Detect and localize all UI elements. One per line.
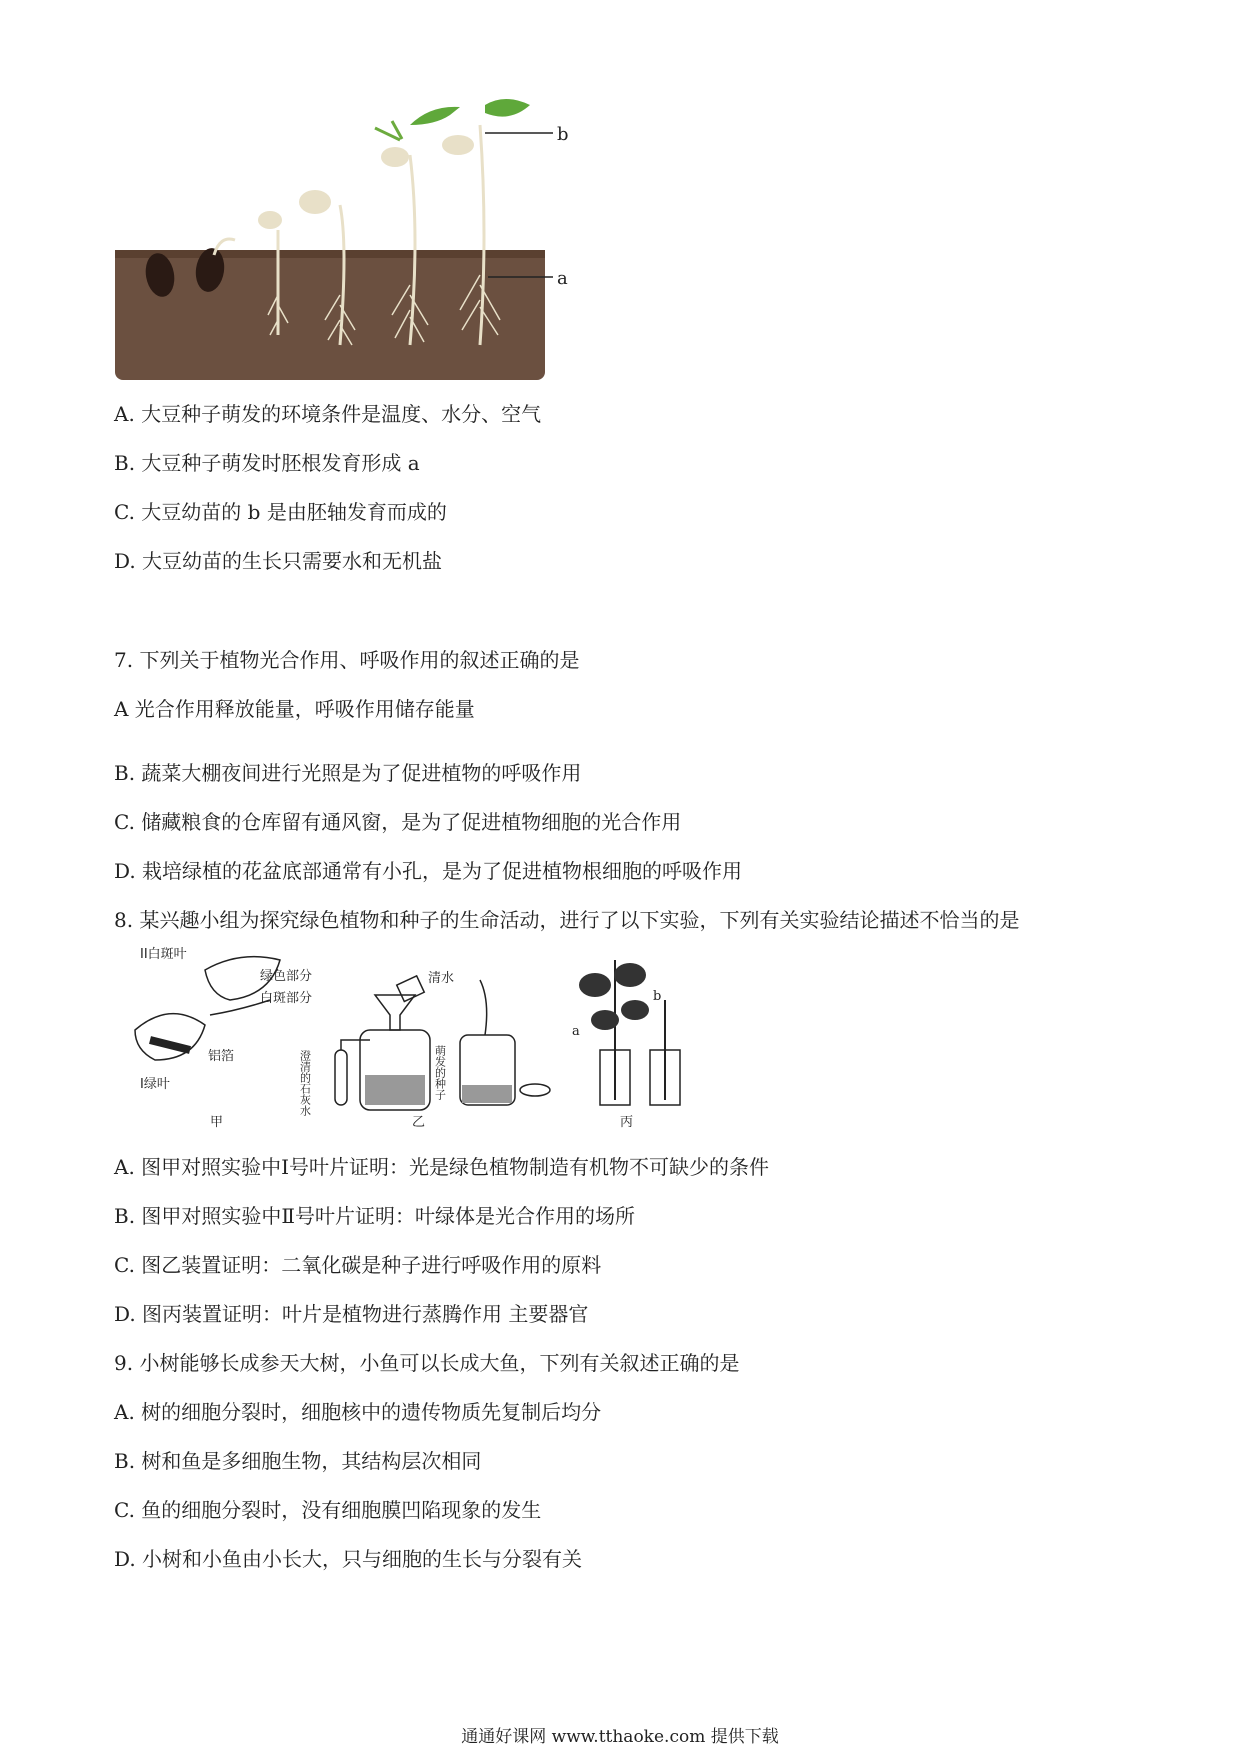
q7-option-d: D. 栽培绿植的花盆底部通常有小孔，是为了促进植物根细胞的呼吸作用 [114,859,743,883]
yi-label-1: 清水 [428,971,455,986]
label-b: b [557,124,569,145]
yi-label-3: 萌发的种子 [433,1045,447,1100]
q7-option-a: A 光合作用释放能量，呼吸作用储存能量 [114,697,475,721]
jia-label-4: 铝箔 [208,1049,235,1064]
bing-label-a: a [572,1024,580,1039]
q9-option-b: B. 树和鱼是多细胞生物，其结构层次相同 [114,1449,482,1473]
q6-option-a: A. 大豆种子萌发的环境条件是温度、水分、空气 [114,402,542,426]
jia-label-2: 绿色部分 [260,969,313,984]
jia-label-1: II白斑叶 [140,947,187,962]
q8-option-b: B. 图甲对照实验中Ⅱ号叶片证明：叶绿体是光合作用的场所 [114,1204,636,1228]
q6-option-c: C. 大豆幼苗的 b 是由胚轴发育而成的 [114,500,447,524]
experiment-figure [110,940,730,1130]
yi-caption: 乙 [412,1115,426,1130]
jia-label-5: I绿叶 [140,1077,170,1092]
jia-label-3: 白斑部分 [260,991,313,1006]
q9-option-a: A. 树的细胞分裂时，细胞核中的遗传物质先复制后均分 [114,1400,602,1424]
q9-stem: 9. 小树能够长成参天大树，小鱼可以长成大鱼，下列有关叙述正确的是 [114,1351,740,1375]
q8-stem: 8. 某兴趣小组为探究绿色植物和种子的生命活动，进行了以下实验，下列有关实验结论描述不恰当的是 [114,908,1020,932]
q9-option-d: D. 小树和小鱼由小长大，只与细胞的生长与分裂有关 [114,1547,583,1571]
q8-option-c: C. 图乙装置证明：二氧化碳是种子进行呼吸作用的原料 [114,1253,602,1277]
jia-caption: 甲 [210,1115,224,1130]
q7-stem: 7. 下列关于植物光合作用、呼吸作用的叙述正确的是 [114,648,580,672]
bing-label-b: b [653,989,662,1004]
seed-germination-figure [110,95,650,385]
q6-option-b: B. 大豆种子萌发时胚根发育形成 a [114,451,420,475]
label-a: a [557,268,568,289]
yi-label-2: 澄清的石灰水 [298,1050,312,1116]
q8-option-a: A. 图甲对照实验中Ⅰ号叶片证明：光是绿色植物制造有机物不可缺少的条件 [114,1155,770,1179]
q9-option-c: C. 鱼的细胞分裂时，没有细胞膜凹陷现象的发生 [114,1498,542,1522]
footer-source: 通通好课网 www.tthaoke.com 提供下载 [461,1727,779,1747]
q6-option-d: D. 大豆幼苗的生长只需要水和无机盐 [114,549,443,573]
q7-option-c: C. 储藏粮食的仓库留有通风窗，是为了促进植物细胞的光合作用 [114,810,682,834]
bing-caption: 丙 [620,1115,634,1130]
q8-option-d: D. 图丙装置证明：叶片是植物进行蒸腾作用 主要器官 [114,1302,589,1326]
q7-option-b: B. 蔬菜大棚夜间进行光照是为了促进植物的呼吸作用 [114,761,582,785]
